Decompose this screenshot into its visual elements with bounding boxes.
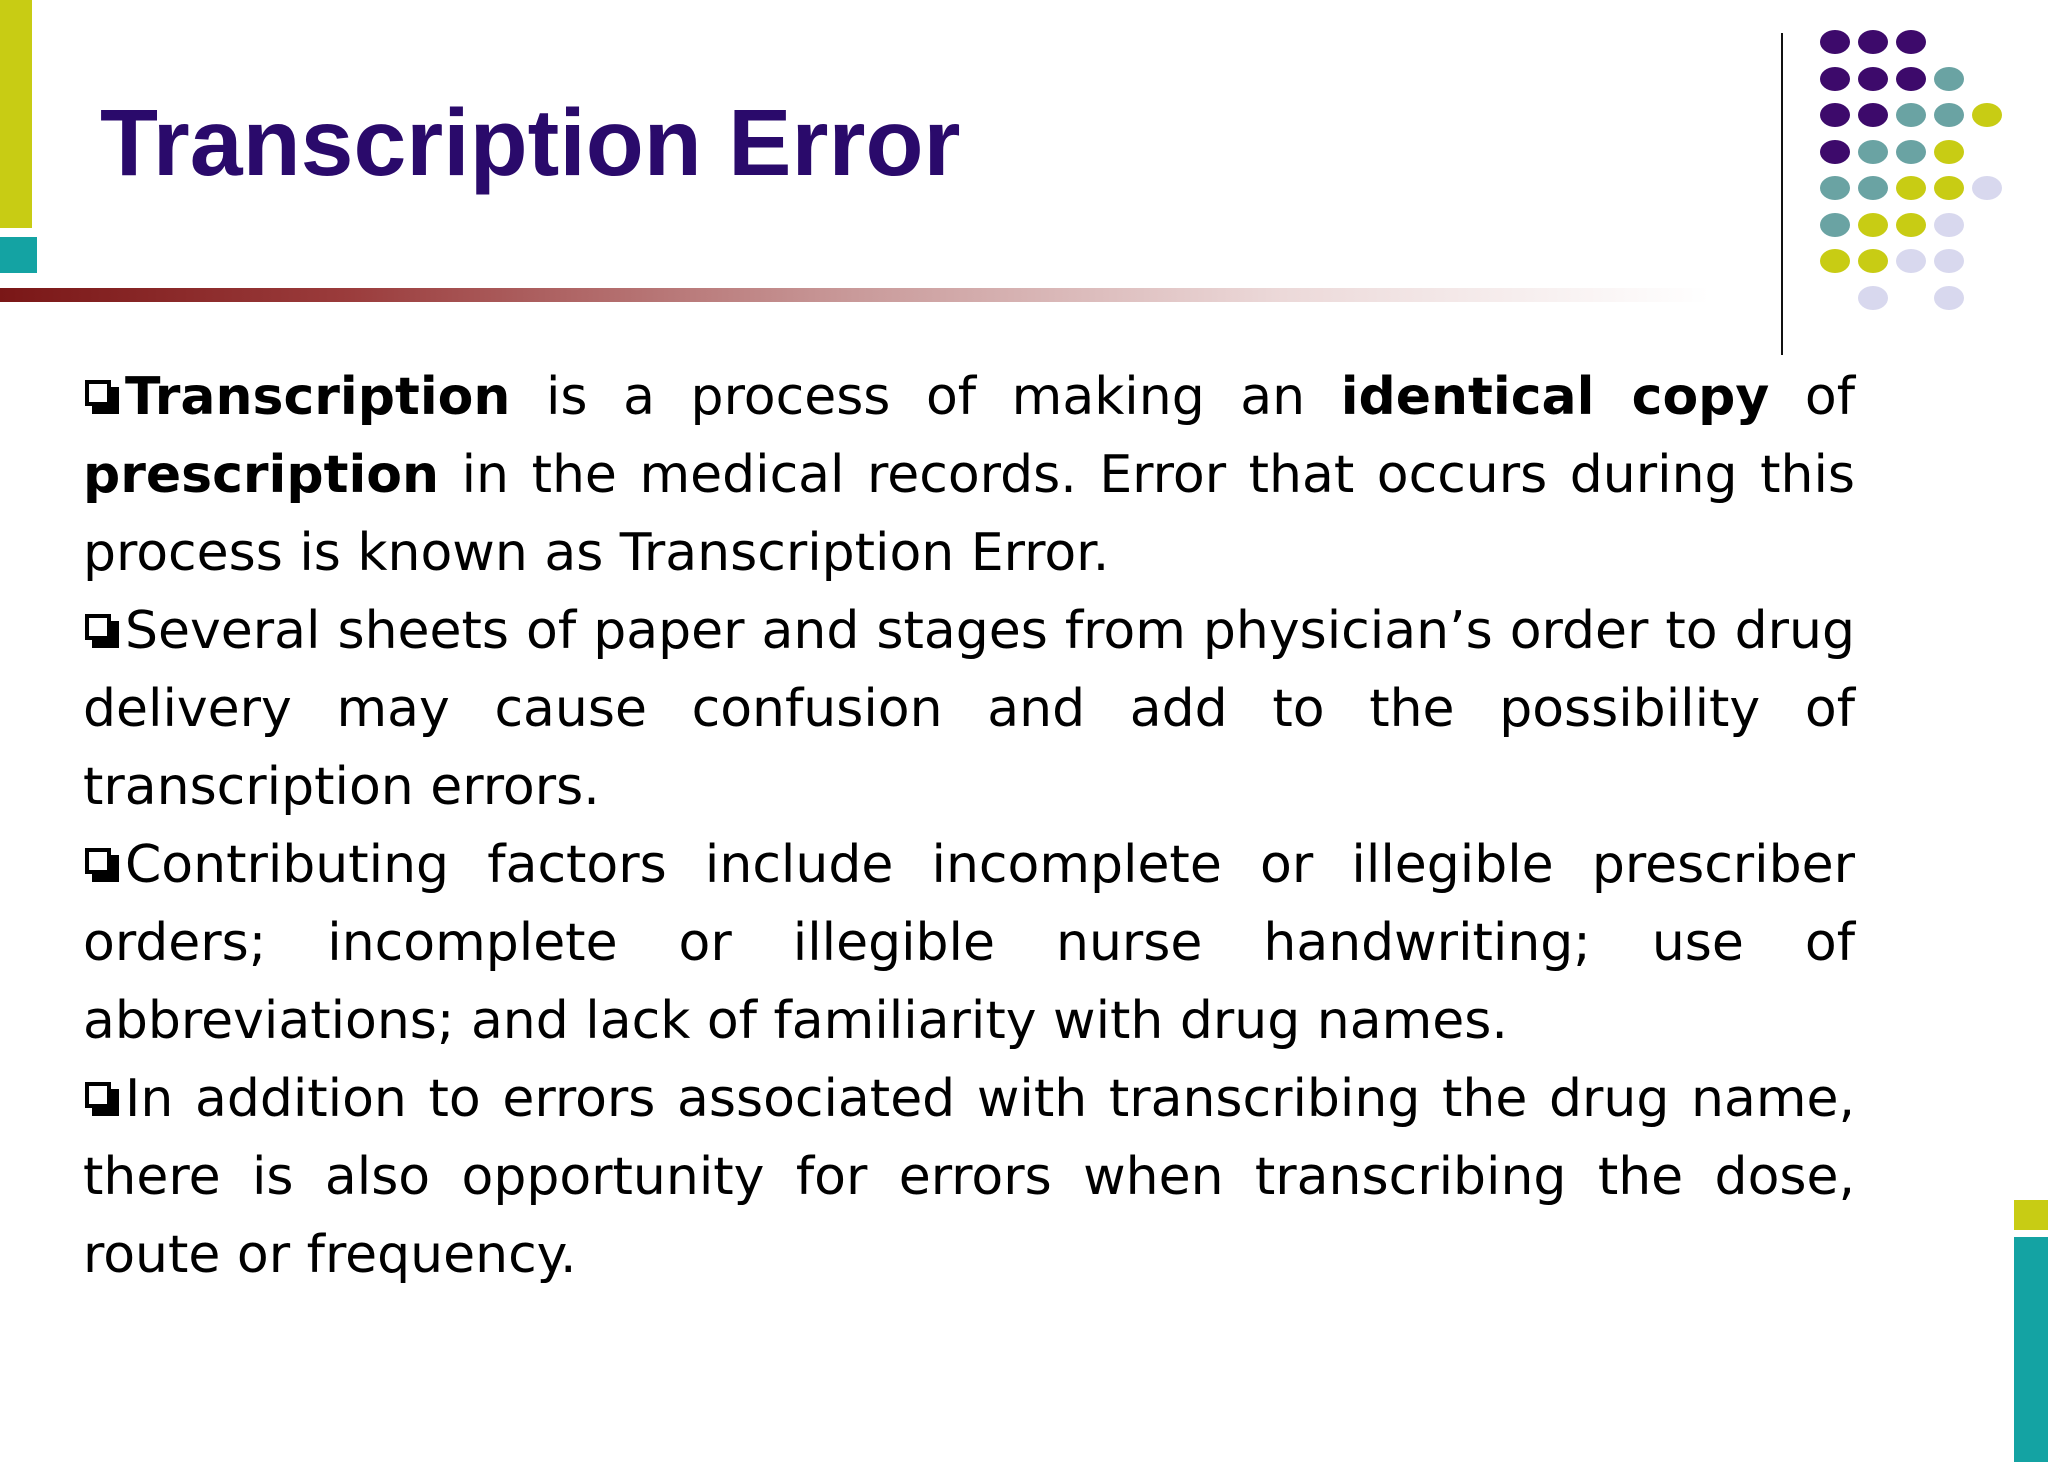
decorative-dot (1934, 67, 1964, 91)
decorative-dot-grid (1820, 30, 2000, 320)
decorative-dot (1820, 103, 1850, 127)
term-identical-copy: identical copy (1340, 367, 1770, 427)
hollow-square-bullet-icon (83, 612, 123, 652)
decorative-dot (1972, 176, 2002, 200)
decorative-dot (1896, 103, 1926, 127)
term-prescription: prescription (83, 445, 440, 505)
slide-body (83, 358, 1855, 1294)
paragraph-text: of (1769, 367, 1856, 427)
decorative-dot (1858, 140, 1888, 164)
decorative-dot (1896, 140, 1926, 164)
vertical-divider (1781, 33, 1783, 355)
decorative-dot (1820, 30, 1850, 54)
slide-title: Transcription Error (100, 90, 961, 196)
paragraph-text: Contributing factors include incomplete or illegible prescriber orders; incomplete or illegible nurse handwriting; use of abbreviations; and lack of familiarity with drug names. (83, 835, 1855, 1051)
paragraph-text: In addition to errors associated with transcribing the drug name, there is also opportunity for errors when transcribing the dose, route or frequency. (83, 1069, 1855, 1285)
paragraph-3 (83, 826, 1855, 1060)
left-olive-bar (0, 0, 32, 228)
hollow-square-bullet-icon (83, 1080, 123, 1120)
right-olive-square (2014, 1200, 2048, 1230)
decorative-dot (1820, 67, 1850, 91)
title-gradient-rule (0, 288, 1710, 302)
left-teal-square (0, 237, 37, 273)
decorative-dot (1934, 286, 1964, 310)
decorative-dot (1896, 249, 1926, 273)
decorative-dot (1858, 30, 1888, 54)
term-transcription: Transcription (125, 367, 511, 427)
right-teal-bar (2014, 1237, 2048, 1462)
decorative-dot (1858, 103, 1888, 127)
paragraph-1 (83, 358, 1855, 592)
decorative-dot (1934, 140, 1964, 164)
decorative-dot (1858, 249, 1888, 273)
hollow-square-bullet-icon (83, 846, 123, 886)
decorative-dot (1896, 67, 1926, 91)
decorative-dot (1820, 140, 1850, 164)
paragraph-text: Several sheets of paper and stages from physician’s order to drug delivery may cause confusion and add to the possibility of transcription errors. (83, 601, 1855, 817)
decorative-dot (1820, 176, 1850, 200)
decorative-dot (1934, 103, 1964, 127)
decorative-dot (1820, 213, 1850, 237)
paragraph-text: in the medical records. Error that occurs during this process is known as Transcription Error. (83, 445, 1855, 583)
decorative-dot (1896, 30, 1926, 54)
paragraph-4 (83, 1060, 1855, 1294)
paragraph-text: is a process of making an (510, 367, 1341, 427)
decorative-dot (1820, 249, 1850, 273)
decorative-dot (1972, 103, 2002, 127)
decorative-dot (1934, 249, 1964, 273)
decorative-dot (1896, 213, 1926, 237)
decorative-dot (1896, 176, 1926, 200)
decorative-dot (1934, 213, 1964, 237)
decorative-dot (1934, 176, 1964, 200)
decorative-dot (1858, 67, 1888, 91)
paragraph-2 (83, 592, 1855, 826)
decorative-dot (1858, 176, 1888, 200)
decorative-dot (1858, 213, 1888, 237)
hollow-square-bullet-icon (83, 378, 123, 418)
decorative-dot (1858, 286, 1888, 310)
